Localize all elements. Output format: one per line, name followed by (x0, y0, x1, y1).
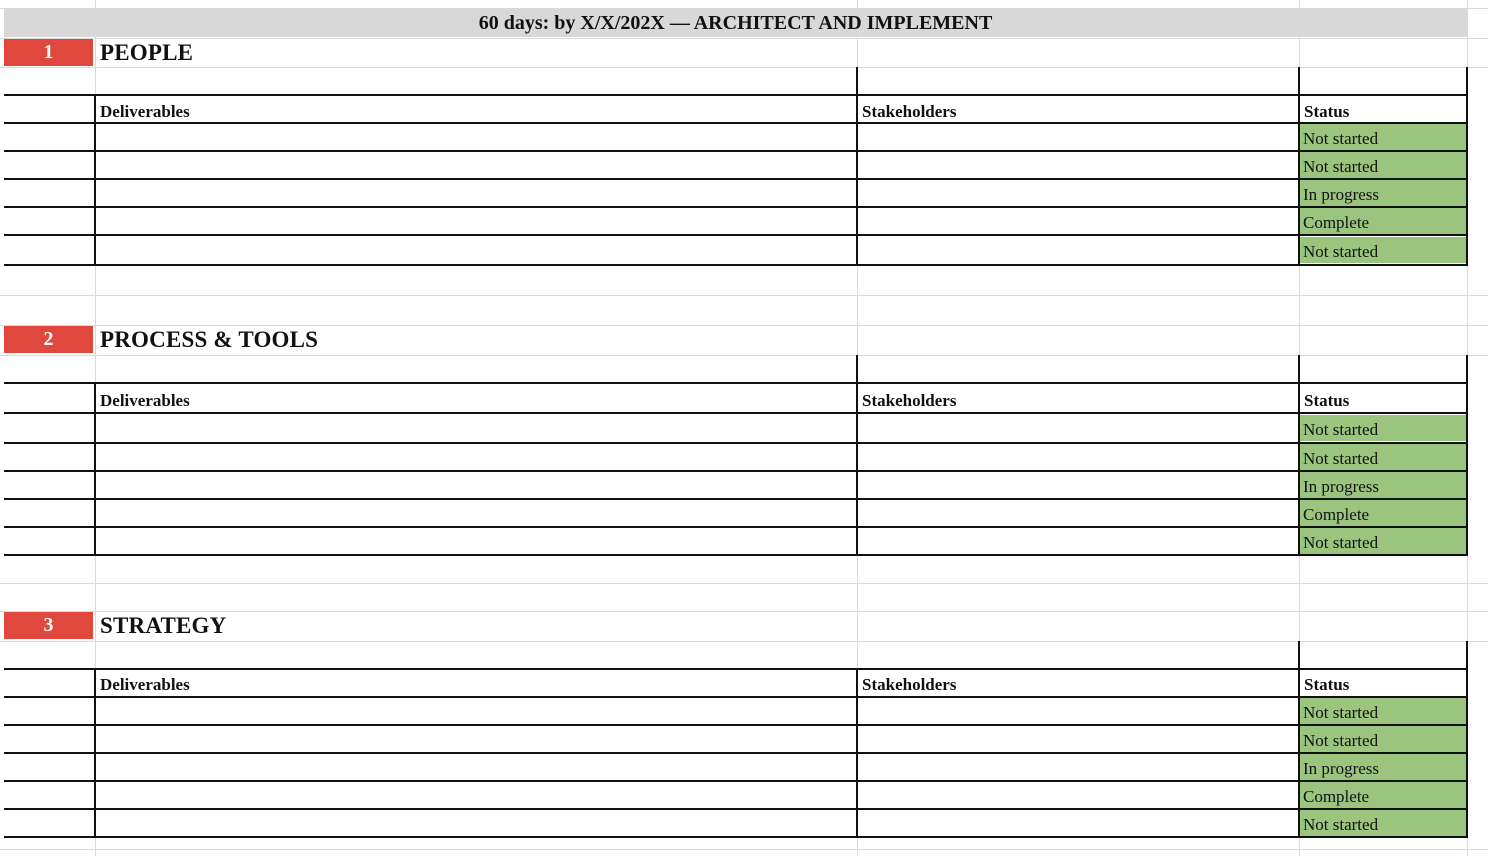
table-border-line (856, 67, 858, 94)
table-border-line (4, 234, 1468, 236)
stakeholder-cell[interactable] (858, 698, 1298, 724)
table-border-line (94, 94, 96, 266)
section-title-strategy: STRATEGY (100, 612, 227, 638)
table-border-line (4, 412, 1468, 414)
column-header-status: Status (1304, 391, 1350, 410)
deliverable-cell[interactable] (96, 754, 856, 780)
table-border-line (4, 264, 1468, 266)
status-cell[interactable]: Not started (1300, 726, 1466, 752)
status-cell[interactable]: Complete (1300, 782, 1466, 808)
table-border-line (1466, 668, 1468, 838)
stakeholder-cell[interactable] (858, 124, 1298, 150)
table-border-line (1466, 355, 1468, 382)
table-border-line (94, 668, 96, 838)
gridline (0, 295, 1488, 296)
status-cell[interactable]: Not started (1300, 152, 1466, 178)
stakeholder-cell[interactable] (858, 810, 1298, 836)
stakeholder-cell[interactable] (858, 726, 1298, 752)
deliverable-cell[interactable] (96, 500, 856, 526)
table-border-line (94, 382, 96, 556)
table-border-line (1466, 94, 1468, 266)
gridline (0, 583, 1488, 584)
stakeholder-cell[interactable] (858, 782, 1298, 808)
table-border-line (4, 178, 1468, 180)
column-header-status: Status (1304, 675, 1350, 694)
deliverable-cell[interactable] (96, 528, 856, 554)
stakeholder-cell[interactable] (858, 500, 1298, 526)
column-header-stakeholders: Stakeholders (862, 675, 957, 694)
deliverable-cell[interactable] (96, 208, 856, 234)
column-header-deliverables: Deliverables (100, 675, 190, 694)
stakeholder-cell[interactable] (858, 180, 1298, 206)
table-border-line (1298, 355, 1300, 382)
table-border-line (856, 94, 858, 266)
column-header-deliverables: Deliverables (100, 391, 190, 410)
table-border-line (856, 382, 858, 556)
status-cell[interactable]: Not started (1300, 810, 1466, 836)
section-number-badge: 3 (4, 612, 93, 639)
table-border-line (4, 94, 1468, 96)
stakeholder-cell[interactable] (858, 208, 1298, 234)
stakeholder-cell[interactable] (858, 528, 1298, 554)
status-cell[interactable]: In progress (1300, 472, 1466, 498)
status-cell[interactable]: In progress (1300, 754, 1466, 780)
section-title-process-tools: PROCESS & TOOLS (100, 326, 319, 352)
gridline (0, 67, 1488, 68)
table-border-line (4, 696, 1468, 698)
table-border-line (4, 470, 1468, 472)
gridline (0, 849, 1488, 850)
deliverable-cell[interactable] (96, 698, 856, 724)
table-border-line (1466, 67, 1468, 94)
table-border-line (4, 122, 1468, 124)
status-cell[interactable]: In progress (1300, 180, 1466, 206)
table-border-line (856, 668, 858, 838)
gridline (0, 355, 1488, 356)
column-header-stakeholders: Stakeholders (862, 391, 957, 410)
deliverable-cell[interactable] (96, 124, 856, 150)
status-cell[interactable]: Not started (1300, 415, 1466, 441)
table-border-line (4, 836, 1468, 838)
gridline (0, 641, 1488, 642)
section-number-badge: 1 (4, 39, 93, 66)
table-border-line (4, 498, 1468, 500)
table-border-line (4, 808, 1468, 810)
section-number-badge: 2 (4, 326, 93, 353)
table-border-line (856, 355, 858, 382)
table-border-line (4, 724, 1468, 726)
stakeholder-cell[interactable] (858, 152, 1298, 178)
deliverable-cell[interactable] (96, 444, 856, 470)
table-border-line (1466, 382, 1468, 556)
gridline (0, 38, 1488, 39)
table-border-line (1298, 382, 1300, 556)
stakeholder-cell[interactable] (858, 444, 1298, 470)
table-border-line (1298, 641, 1300, 668)
deliverable-cell[interactable] (96, 782, 856, 808)
table-border-line (4, 780, 1468, 782)
stakeholder-cell[interactable] (858, 237, 1298, 263)
deliverable-cell[interactable] (96, 726, 856, 752)
stakeholder-cell[interactable] (858, 472, 1298, 498)
table-border-line (4, 752, 1468, 754)
stakeholder-cell[interactable] (858, 754, 1298, 780)
table-border-line (1298, 67, 1300, 94)
stakeholder-cell[interactable] (858, 415, 1298, 441)
table-border-line (4, 382, 1468, 384)
status-cell[interactable]: Complete (1300, 208, 1466, 234)
deliverable-cell[interactable] (96, 152, 856, 178)
deliverable-cell[interactable] (96, 237, 856, 263)
table-border-line (1298, 94, 1300, 266)
table-border-line (4, 526, 1468, 528)
status-cell[interactable]: Not started (1300, 528, 1466, 554)
table-border-line (4, 442, 1468, 444)
status-cell[interactable]: Not started (1300, 444, 1466, 470)
column-header-stakeholders: Stakeholders (862, 102, 957, 121)
table-border-line (4, 668, 1468, 670)
deliverable-cell[interactable] (96, 180, 856, 206)
sheet-banner-title: 60 days: by X/X/202X — ARCHITECT AND IMPLEMENT (4, 9, 1467, 37)
column-header-status: Status (1304, 102, 1350, 121)
table-border-line (4, 150, 1468, 152)
deliverable-cell[interactable] (96, 810, 856, 836)
table-border-line (1298, 668, 1300, 838)
deliverable-cell[interactable] (96, 415, 856, 441)
status-cell[interactable]: Not started (1300, 237, 1466, 263)
table-border-line (4, 554, 1468, 556)
column-header-deliverables: Deliverables (100, 102, 190, 121)
status-cell[interactable]: Not started (1300, 124, 1466, 150)
section-title-people: PEOPLE (100, 39, 194, 65)
deliverable-cell[interactable] (96, 472, 856, 498)
table-border-line (4, 206, 1468, 208)
table-border-line (1466, 641, 1468, 668)
status-cell[interactable]: Not started (1300, 698, 1466, 724)
status-cell[interactable]: Complete (1300, 500, 1466, 526)
